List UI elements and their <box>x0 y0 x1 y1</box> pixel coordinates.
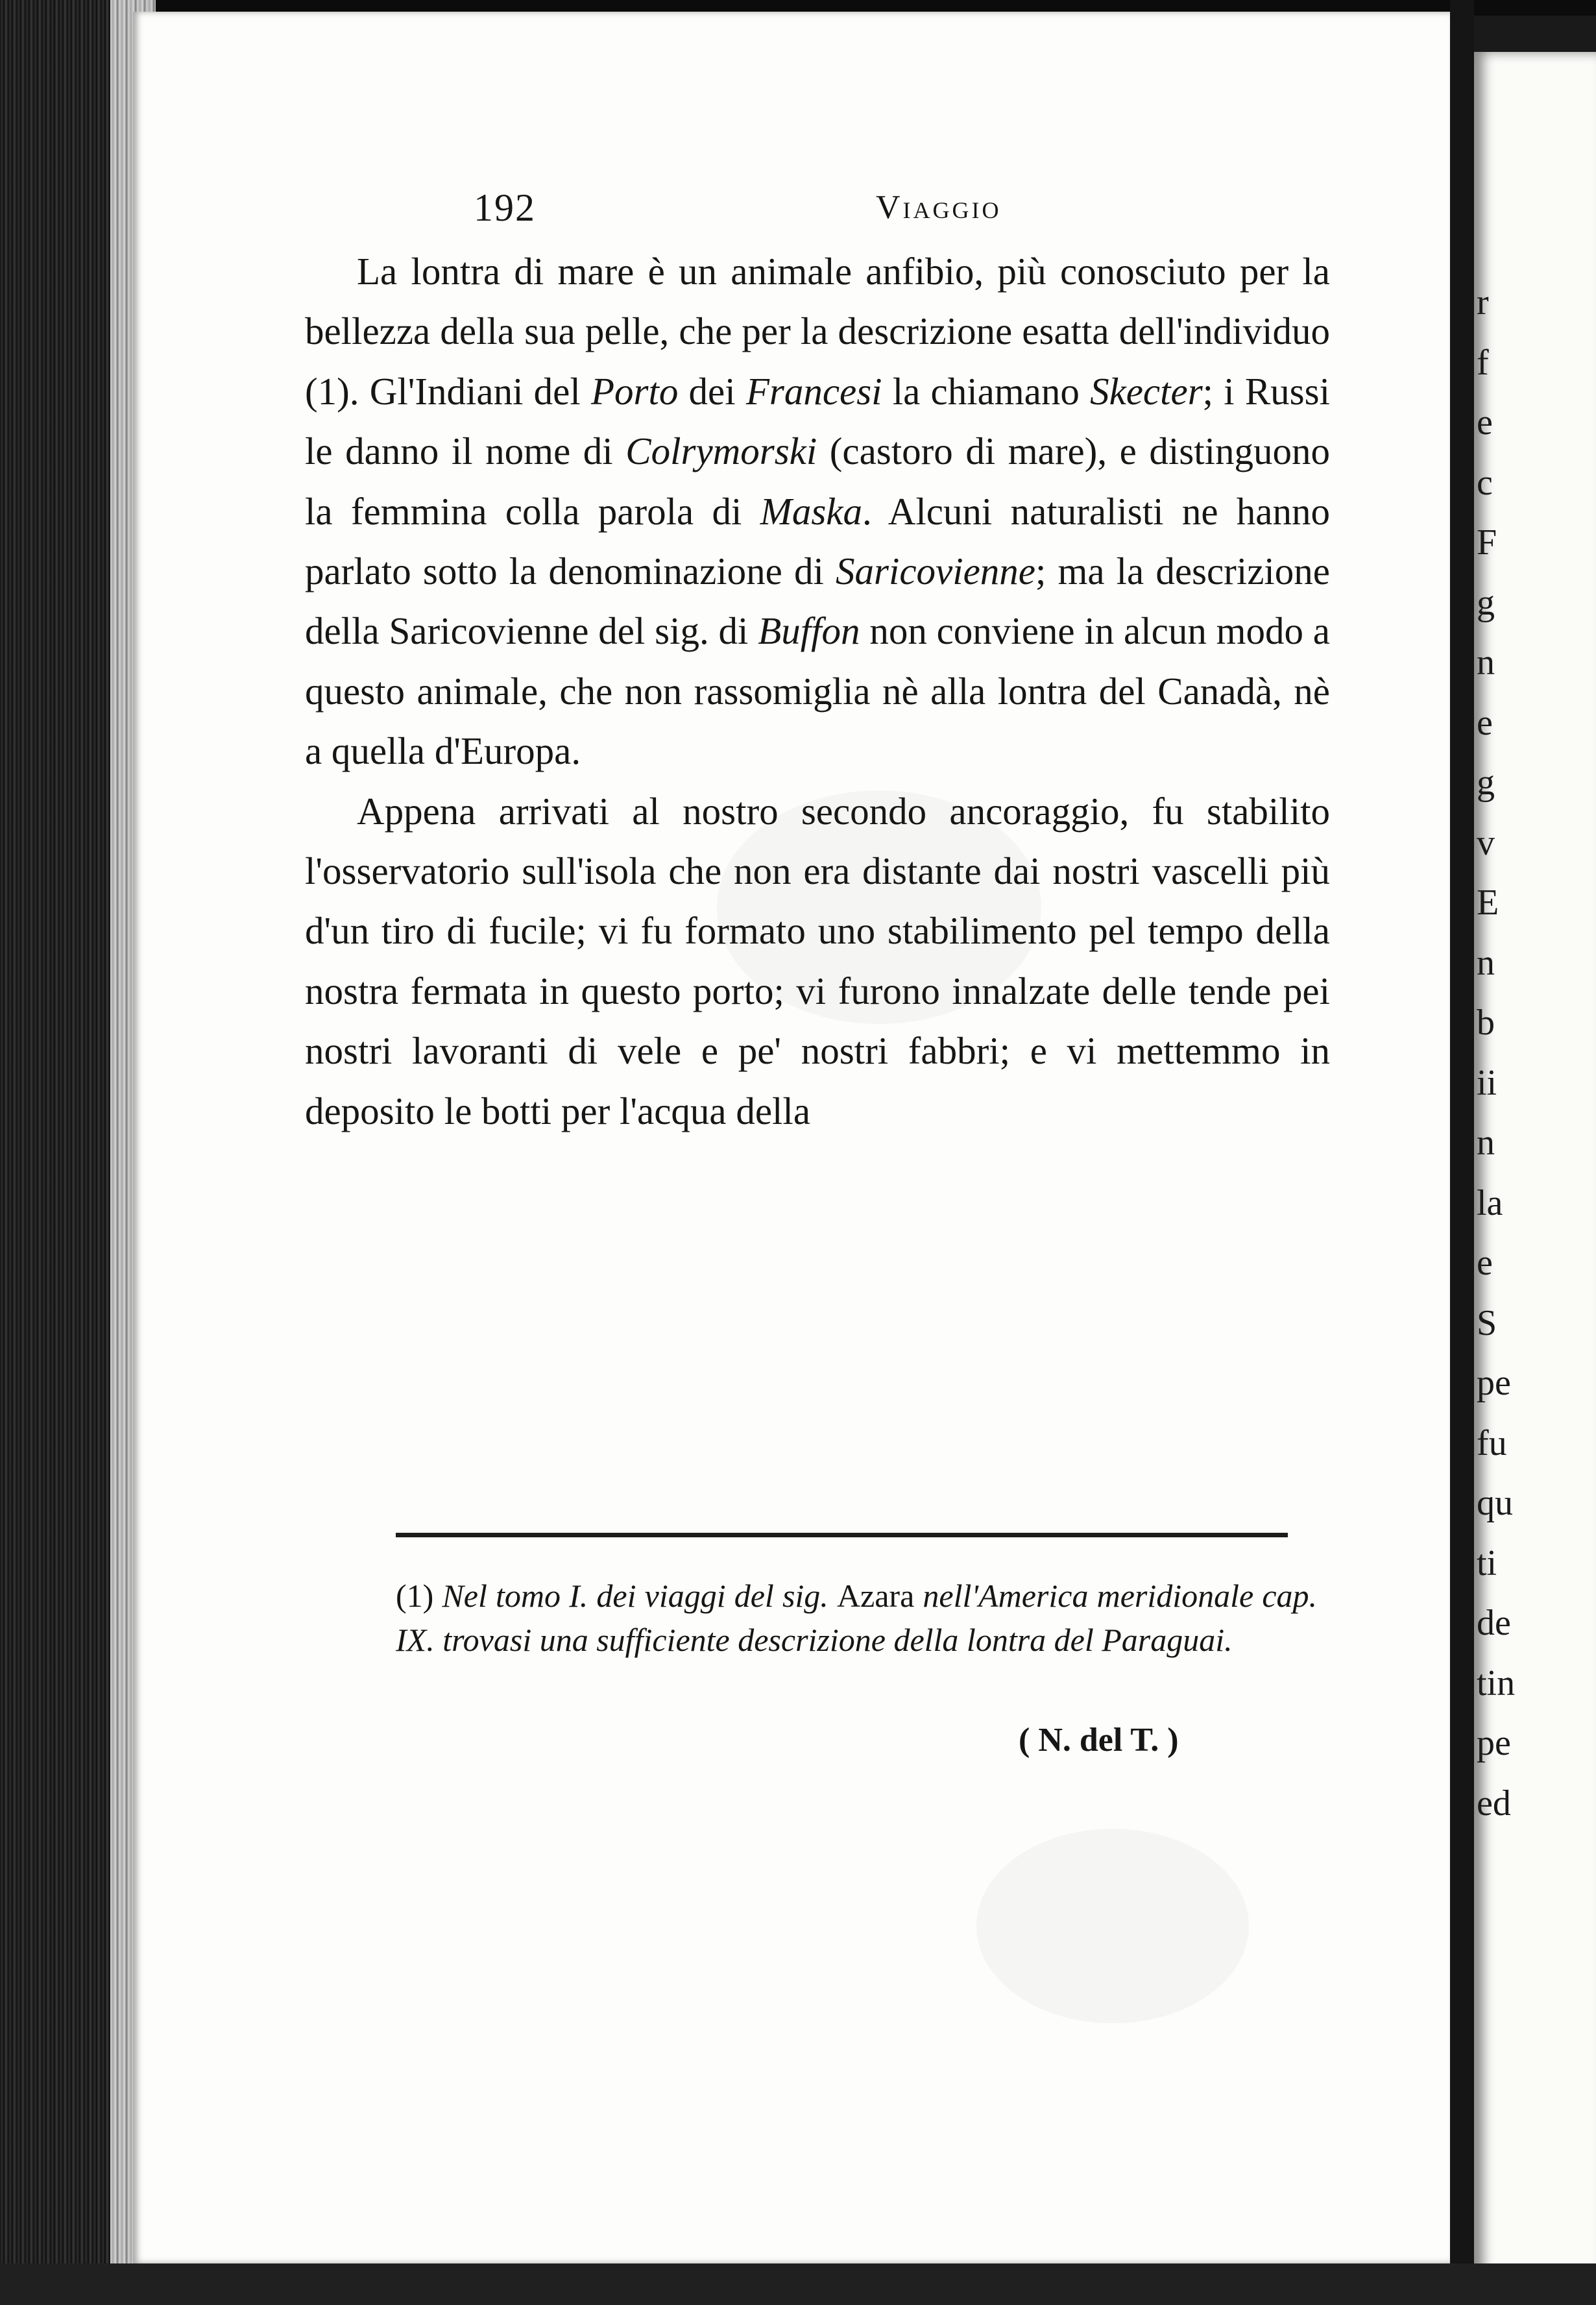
italic-term: Maska <box>760 489 862 533</box>
scan-bottom-border <box>0 2263 1596 2305</box>
main-text <box>305 241 1330 1141</box>
page-number: 192 <box>474 186 536 229</box>
footnote-name: Azara <box>836 1578 915 1614</box>
italic-term: Porto <box>590 369 679 413</box>
translator-note-signature: ( N. del T. ) <box>1019 1722 1179 1759</box>
italic-term: Francesi <box>745 369 882 413</box>
footnote-marker: (1) <box>396 1578 434 1614</box>
paragraph-1: La lontra di mare è un animale anfibio, più conosciuto per la bellezza della sua pelle, che per la descrizione esatta dell'individuo (1). Gl'Indiani del Porto dei Francesi la chiamano Skecter; i Russi le danno il nome di Colrymorski (castoro di mare), e distinguono la femmina colla parola di Maska. Alcuni naturalisti ne hanno parlato sotto la denominazione di Saricovienne; ma la descrizione della Saricovienne del sig. di Buffon non conviene in alcun modo a questo animale, che non rassomiglia nè alla lontra del Canadà, nè a quella d'Europa. <box>305 250 1330 773</box>
page-header <box>133 186 1450 238</box>
paragraph-2: Appena arrivati al nostro secondo ancoraggio, fu stabilito l'osservatorio sull'isola che non era distante dai nostri vascelli più d'un tiro di fucile; vi fu formato uno stabilimento pel tempo della nostra fermata in questo porto; vi furono innalzate delle tende pei nostri lavoranti di vele e pe' nostri fabbri; e vi mettemmo in deposito le botti per l'acqua della <box>305 789 1330 1132</box>
footnote: (1) Nel tomo I. dei viaggi del sig. Azara nell'America meridionale cap. IX. trovasi una sufficiente descrizione della lontra del Paraguai. <box>396 1578 1318 1658</box>
paper-stain <box>976 1829 1249 2023</box>
footnote-rule <box>396 1533 1288 1537</box>
running-title: Viaggio <box>876 189 1002 226</box>
italic-term: Skecter <box>1090 369 1203 413</box>
italic-term: Buffon <box>758 609 860 653</box>
italic-term: Colrymorski <box>625 430 817 473</box>
italic-term: Saricovienne <box>835 550 1035 593</box>
facing-page-letters: r f e c F g n e g v E n b ii n la e S pe fu qu ti de tin pe ed <box>1477 282 1516 1823</box>
page-gap <box>1450 0 1474 2305</box>
